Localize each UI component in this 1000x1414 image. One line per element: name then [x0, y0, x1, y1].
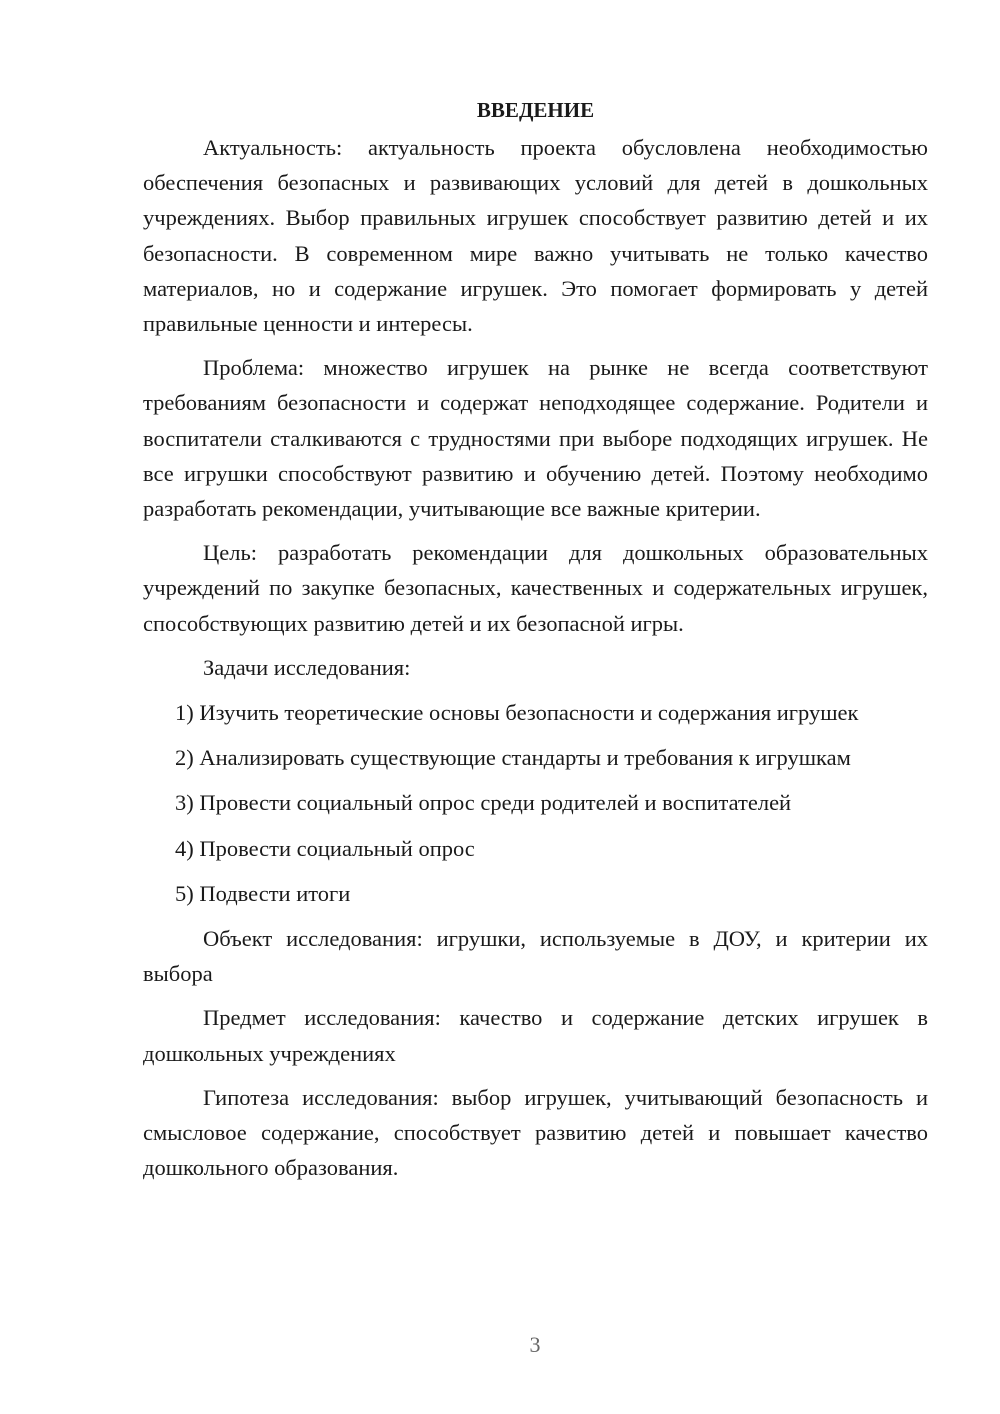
section-title: ВВЕДЕНИЕ: [476, 98, 595, 122]
tasks-list: [143, 695, 928, 911]
task-item-3: 3) Провести социальный опрос среди родителей и воспитателей: [175, 790, 792, 816]
paragraph-object: Объект исследования: игрушки, используемые в ДОУ, и критерии их выбора: [143, 926, 928, 987]
task-item-1: 1) Изучить теоретические основы безопасности и содержания игрушек: [175, 700, 859, 726]
paragraph-hypothesis: Гипотеза исследования: выбор игрушек, учитывающий безопасность и смысловое содержание, способствует развитию детей и повышает качество дошкольного образования.: [143, 1084, 928, 1181]
paragraph-problem: Проблема: множество игрушек на рынке не всегда соответствуют требованиям безопасности и содержат неподходящее содержание. Родители и воспитатели сталкиваются с трудностями при выборе подходящих игрушек. Не все игрушки способствуют развитию и обучению детей. Поэтому необходимо разработать рекомендации, учитывающие все важные критерии.: [143, 355, 928, 522]
task-item-4: 4) Провести социальный опрос: [175, 835, 475, 861]
page-number: 3: [529, 1332, 541, 1357]
paragraph-relevance: Актуальность: актуальность проекта обусловлена необходимостью обеспечения безопасных и развивающих условий для детей в дошкольных учреждениях. Выбор правильных игрушек способствует развитию детей и их безопасности. В современном мире важно учитывать не только качество материалов, но и содержание игрушек. Это помогает формировать у детей правильные ценности и интересы.: [143, 135, 928, 337]
paragraph-goal: Цель: разработать рекомендации для дошкольных образовательных учреждений по закупке безопасных, качественных и содержательных игрушек, способствующих развитию детей и их безопасной игры.: [143, 540, 928, 636]
task-item-5: 5) Подвести итоги: [175, 880, 351, 906]
document-page: [143, 90, 928, 1194]
task-item-2: 2) Анализировать существующие стандарты и требования к игрушкам: [175, 745, 851, 771]
tasks-header: Задачи исследования:: [203, 654, 411, 680]
paragraph-subject: Предмет исследования: качество и содержание детских игрушек в дошкольных учреждениях: [143, 1005, 928, 1066]
